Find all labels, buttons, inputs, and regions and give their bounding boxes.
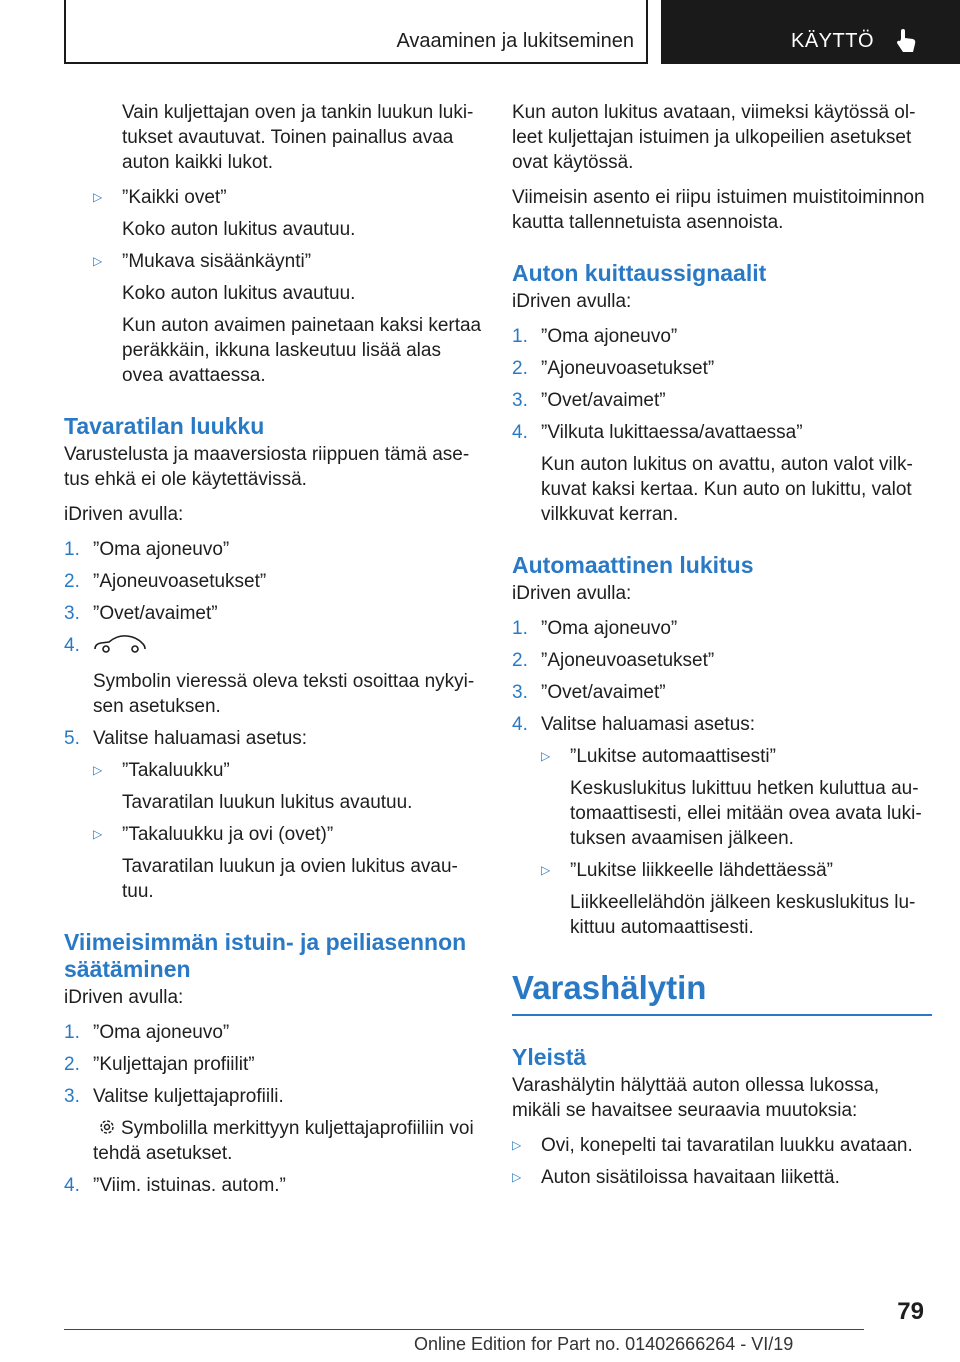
idrive-label: iDriven avulla: [512, 291, 632, 312]
list-item: 3. ”Ovet/avaimet” [512, 682, 666, 703]
idrive-label: iDriven avulla: [512, 583, 632, 604]
intro-text: Vain kuljettajan oven ja tankin luukun luki-tukset avautuvat. Toinen painallus avaa auton kaikki lukot. [122, 102, 474, 173]
option-text: Tavaratilan luukun ja ovien lukitus avau-tuu. [122, 856, 458, 902]
list-item: 4. ”Viim. istuinas. autom.” [64, 1175, 286, 1196]
list-item: ▷ ”Lukitse liikkeelle lähdettäessä” [541, 860, 833, 881]
triangle-bullet-icon: ▷ [93, 254, 103, 268]
option-text: Kun auton avaimen painetaan kaksi kertaa peräkkäin, ikkuna laskeutuu lisää alas ovea avattaessa. [122, 315, 482, 386]
header-chapter-title: KÄYTTÖ [791, 30, 875, 52]
option-text: Tavaratilan luukun lukitus avautuu. [122, 792, 413, 813]
step-text: Symbolin vieressä oleva teksti osoittaa nykyi-sen asetuksen. [93, 671, 475, 717]
section-heading-general: Yleistä [512, 1044, 587, 1070]
car-lock-icon [93, 633, 147, 655]
section-heading-seat: Viimeisimmän istuin- ja peiliasennon säätäminen [64, 929, 467, 982]
list-item: ▷ ”Takaluukku” [93, 760, 230, 781]
list-item: 1. ”Oma ajoneuvo” [64, 539, 230, 560]
section-heading-signal: Auton kuittaussignaalit [512, 260, 767, 286]
paragraph: Kun auton lukitus avataan, viimeksi käytössä ol-leet kuljettajan istuimen ja ulkopeilien asetukset ovat käytössä. [512, 102, 916, 173]
list-item: ▷ ”Lukitse automaattisesti” [541, 746, 776, 767]
left-column [64, 100, 482, 1205]
triangle-bullet-icon: ▷ [93, 763, 103, 777]
list-item: 3. ”Ovet/avaimet” [512, 390, 666, 411]
chapter-heading-alarm: Varashälytin [512, 968, 932, 1016]
step-text: Kun auton lukitus on avattu, auton valot vilk-kuvat kaksi kertaa. Kun auto on lukittu, valot vilkkuvat kerran. [541, 454, 913, 525]
option-text: Liikkeellelähdön jälkeen keskuslukitus lu-kittuu automaattisesti. [570, 892, 916, 938]
footer-text: Online Edition for Part no. 01402666264 - VI/19 [414, 1334, 794, 1354]
step-note: Symbolilla merkittyyn kuljettajaprofiiliin voi tehdä asetukset. [93, 1118, 474, 1164]
triangle-bullet-icon: ▷ [512, 1138, 522, 1152]
triangle-bullet-icon: ▷ [541, 863, 551, 877]
right-column [512, 100, 932, 1197]
list-item: 2. ”Ajoneuvoasetukset” [512, 650, 715, 671]
list-item: ▷ ”Kaikki ovet” [93, 187, 227, 208]
option-text: Koko auton lukitus avautuu. [122, 219, 356, 240]
option-text: Keskuslukitus lukittuu hetken kuluttua au-tomaattisesti, ellei mitään ovea avata luki-tuksen avaamisen jälkeen. [570, 778, 922, 849]
option-text: Koko auton lukitus avautuu. [122, 283, 356, 304]
section-heading-trunk: Tavaratilan luukku [64, 413, 265, 439]
paragraph: Viimeisin asento ei riipu istuimen muistitoiminnon kautta tallennetuista asennoista. [512, 187, 925, 233]
section-heading-auto-lock: Automaattinen lukitus [512, 552, 754, 578]
list-item: 4. ”Vilkuta lukittaessa/avattaessa” [512, 422, 803, 443]
list-item: 3. Valitse kuljettajaprofiili. [64, 1086, 284, 1107]
triangle-bullet-icon: ▷ [93, 190, 103, 204]
triangle-bullet-icon: ▷ [541, 749, 551, 763]
header-chapter-box [661, 0, 960, 64]
header-section-title: Avaaminen ja lukitseminen [396, 30, 634, 52]
list-item: 2. ”Ajoneuvoasetukset” [64, 571, 267, 592]
idrive-label: iDriven avulla: [64, 987, 184, 1008]
triangle-bullet-icon: ▷ [93, 827, 103, 841]
list-item: ▷ ”Takaluukku ja ovi (ovet)” [93, 824, 334, 845]
footer-divider [64, 1329, 864, 1330]
list-item: 4. [64, 633, 482, 662]
list-item: 2. ”Kuljettajan profiilit” [64, 1054, 255, 1075]
list-item: 5. Valitse haluamasi asetus: [64, 728, 308, 749]
gear-icon [97, 1117, 117, 1137]
list-item: 2. ”Ajoneuvoasetukset” [512, 358, 715, 379]
hand-pointer-icon [895, 28, 919, 54]
list-item: 1. ”Oma ajoneuvo” [64, 1022, 230, 1043]
header-section-box [64, 0, 648, 64]
idrive-label: iDriven avulla: [64, 504, 184, 525]
list-item: 4. Valitse haluamasi asetus: [512, 714, 756, 735]
paragraph: Varashälytin hälyttää auton ollessa lukossa, mikäli se havaitsee seuraavia muutoksia: [512, 1075, 880, 1121]
page-number: 79 [897, 1298, 924, 1325]
trunk-intro: Varustelusta ja maaversiosta riippuen tämä ase-tus ehkä ei ole käytettävissä. [64, 444, 470, 490]
list-item: ▷ Auton sisätiloissa havaitaan liikettä. [512, 1167, 840, 1188]
list-item: 3. ”Ovet/avaimet” [64, 603, 218, 624]
list-item: ▷ ”Mukava sisäänkäynti” [93, 251, 312, 272]
list-item: 1. ”Oma ajoneuvo” [512, 618, 678, 639]
triangle-bullet-icon: ▷ [512, 1170, 522, 1184]
list-item: ▷ Ovi, konepelti tai tavaratilan luukku avataan. [512, 1135, 913, 1156]
list-item: 1. ”Oma ajoneuvo” [512, 326, 678, 347]
